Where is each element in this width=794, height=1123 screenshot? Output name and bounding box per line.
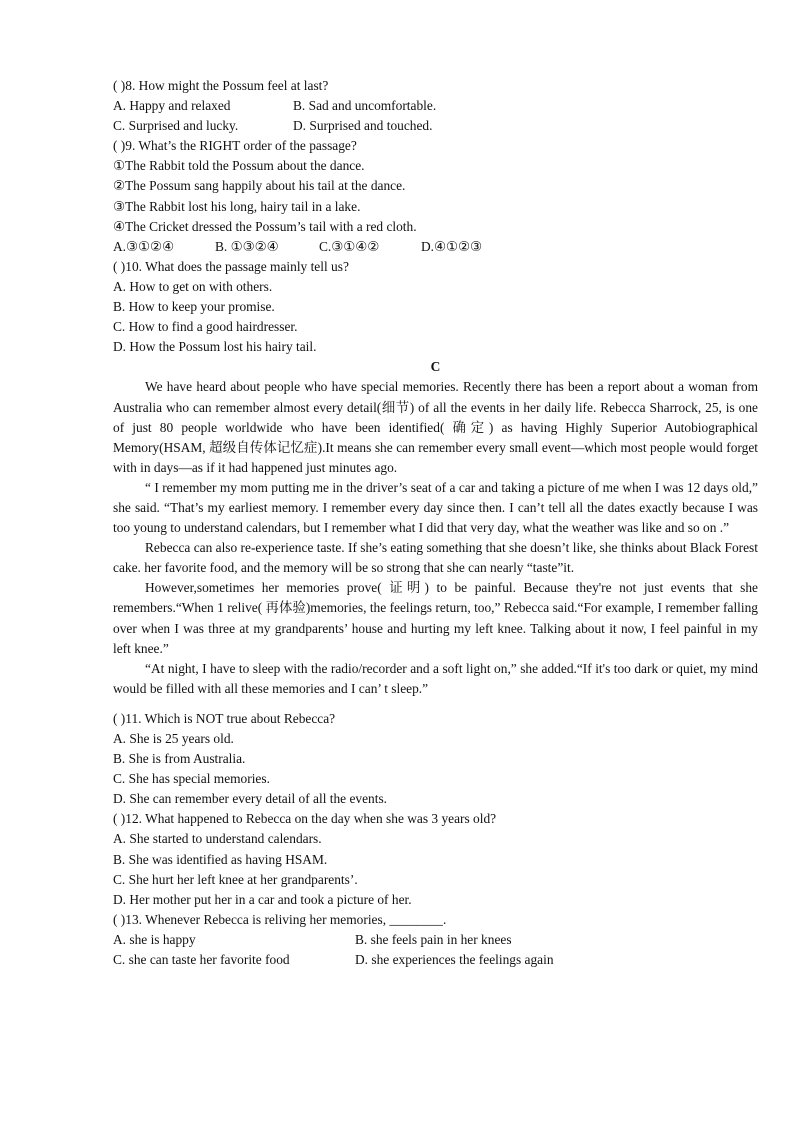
passage-paragraph-5: “At night, I have to sleep with the radio/recorder and a soft light on,” she added.“If it's too dark or quiet, my mind would be filled with all these memories and I can’ t sleep.”: [113, 660, 758, 696]
q9-stem: ( )9. What’s the RIGHT order of the passage?: [113, 138, 357, 154]
exam-page: [113, 76, 758, 970]
q9-item-1: ①The Rabbit told the Possum about the dance.: [113, 158, 365, 174]
q10-option-d: D. How the Possum lost his hairy tail.: [113, 339, 317, 355]
q13-option-a: A. she is happy: [113, 931, 196, 947]
q9-option-b: B. ①③②④: [215, 238, 279, 254]
q8-option-a: A. Happy and relaxed: [113, 98, 231, 114]
q11-option-b: B. She is from Australia.: [113, 751, 246, 767]
q12-option-a: A. She started to understand calendars.: [113, 831, 322, 847]
q8-option-b: B. Sad and uncomfortable.: [293, 98, 437, 114]
q9-option-d: D.④①②③: [421, 238, 483, 254]
q8-option-c: C. Surprised and lucky.: [113, 118, 239, 134]
q9-option-c: C.③①④②: [319, 238, 380, 254]
passage-paragraph-4: However,sometimes her memories prove( 证明) to be painful. Because they're not just events that she remembers.“When 1 relive( 再体验)memories, the feelings return, too,” Rebecca said.“For example, I remember falling over when I was three at my grandparents’ house and hurting my left knee. Talking about it now, I feel painful in my left knee.”: [113, 580, 758, 656]
q8-stem: ( )8. How might the Possum feel at last?: [113, 78, 329, 93]
passage-paragraph-1: We have heard about people who have special memories. Recently there has been a report about a woman from Australia who can remember almost every detail(细节) of all the events in her daily life. Rebecca Sharrock, 25, is one of just 80 people worldwide who have been identified( 确定) as having Highly Superior Autobiographical Memory(HSAM, 超级自传体记忆症).It means she can remember every small event—which most people would forget with in days—as if it had happened just minutes ago.: [113, 379, 758, 475]
q9-item-3: ③The Rabbit lost his long, hairy tail in a lake.: [113, 198, 361, 214]
passage-paragraph-2: “ I remember my mom putting me in the driver’s seat of a car and taking a picture of me when I was 12 days old,” she said. “That’s my earliest memory. I remember every day since then. I can’t tell all the dates exactly because I was too young to understand calendars, but I remember what I did that very day, what the weather was like and so on .”: [113, 479, 758, 536]
q9-item-2: ②The Possum sang happily about his tail at the dance.: [113, 178, 406, 194]
section-gap: [113, 699, 758, 709]
q11-option-a: A. She is 25 years old.: [113, 731, 234, 746]
q11-option-c: C. She has special memories.: [113, 771, 270, 787]
q10-option-a: A. How to get on with others.: [113, 278, 273, 294]
q11-stem: ( )11. Which is NOT true about Rebecca?: [113, 710, 336, 726]
q13-option-b: B. she feels pain in her knees: [355, 931, 512, 947]
q11-option-d: D. She can remember every detail of all the events.: [113, 791, 388, 807]
q12-stem: ( )12. What happened to Rebecca on the day when she was 3 years old?: [113, 811, 497, 827]
passage-paragraph-3: Rebecca can also re-experience taste. If she’s eating something that she doesn’t like, she thinks about Black Forest cake. her favorite food, and the memory will be so strong that she can nearly “taste”it.: [113, 540, 758, 576]
q10-stem: ( )10. What does the passage mainly tell us?: [113, 258, 349, 274]
q13-options-row1: [113, 930, 758, 950]
q9-item-4: ④The Cricket dressed the Possum’s tail with a red cloth.: [113, 218, 417, 234]
q12-option-c: C. She hurt her left knee at her grandparents’.: [113, 871, 358, 887]
section-c-title: C: [430, 359, 441, 375]
q8-option-d: D. Surprised and touched.: [293, 118, 433, 134]
q8-options-row1: [113, 96, 758, 116]
q10-option-b: B. How to keep your promise.: [113, 299, 275, 315]
q12-option-d: D. Her mother put her in a car and took a picture of her.: [113, 891, 412, 907]
q9-option-a: A.③①②④: [113, 238, 175, 254]
q8-options-row2: [113, 116, 758, 136]
q9-options: [113, 237, 758, 257]
q13-stem: ( )13. Whenever Rebecca is reliving her memories, ________.: [113, 911, 447, 927]
q10-option-c: C. How to find a good hairdresser.: [113, 319, 298, 335]
q13-option-c: C. she can taste her favorite food: [113, 952, 290, 968]
q13-option-d: D. she experiences the feelings again: [355, 952, 554, 968]
q13-options-row2: [113, 950, 758, 970]
q12-option-b: B. She was identified as having HSAM.: [113, 851, 328, 867]
